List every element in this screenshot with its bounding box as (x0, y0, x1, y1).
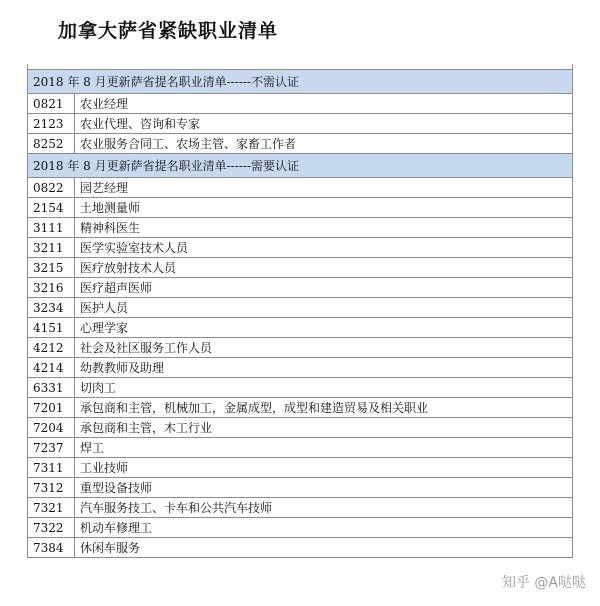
occupation-name: 承包商和主管，机械加工，金属成型，成型和建造贸易及相关职业 (75, 398, 573, 418)
table-row (28, 378, 573, 398)
occupation-code: 7311 (28, 458, 75, 478)
occupation-code: 2154 (28, 198, 75, 218)
occupation-code: 3111 (28, 218, 75, 238)
table-row (28, 398, 573, 418)
occupation-name: 重型设备技师 (75, 478, 573, 498)
occupation-name: 休闲车服务 (75, 538, 573, 558)
table-row (28, 498, 573, 518)
occupation-name: 汽车服务技工、卡车和公共汽车技师 (75, 498, 573, 518)
occupation-code: 4151 (28, 318, 75, 338)
table-row (28, 278, 573, 298)
page-title: 加拿大萨省紧缺职业清单 (58, 20, 279, 42)
occupation-table (27, 64, 573, 558)
section-header-row (28, 70, 573, 94)
occupation-code: 3234 (28, 298, 75, 318)
table-row (28, 134, 573, 154)
occupation-name: 医学实验室技术人员 (75, 238, 573, 258)
occupation-code: 2123 (28, 114, 75, 134)
occupation-name: 精神科医生 (75, 218, 573, 238)
table-row (28, 478, 573, 498)
occupation-name: 工业技师 (75, 458, 573, 478)
table-row (28, 94, 573, 114)
occupation-name: 农业经理 (75, 94, 573, 114)
occupation-name: 农业服务合同工、农场主管、家畜工作者 (75, 134, 573, 154)
watermark: 知乎 @A哒哒 (501, 575, 586, 591)
section-header-row (28, 154, 573, 178)
occupation-name: 机动车修理工 (75, 518, 573, 538)
section-heading: 2018 年 8 月更新萨省提名职业清单------不需认证 (28, 70, 573, 94)
occupation-name: 心理学家 (75, 318, 573, 338)
occupation-name: 医疗超声医师 (75, 278, 573, 298)
table-row (28, 338, 573, 358)
occupation-name: 承包商和主管，木工行业 (75, 418, 573, 438)
occupation-code: 3211 (28, 238, 75, 258)
occupation-code: 7237 (28, 438, 75, 458)
occupation-name: 幼教教师及助理 (75, 358, 573, 378)
table-row (28, 258, 573, 278)
occupation-code: 7312 (28, 478, 75, 498)
table-row (28, 538, 573, 558)
occupation-name: 医护人员 (75, 298, 573, 318)
occupation-code: 7384 (28, 538, 75, 558)
occupation-code: 7321 (28, 498, 75, 518)
occupation-code: 4214 (28, 358, 75, 378)
occupation-code: 7201 (28, 398, 75, 418)
table-row (28, 418, 573, 438)
table-row (28, 114, 573, 134)
table-row (28, 238, 573, 258)
table-row (28, 298, 573, 318)
occupation-code: 8252 (28, 134, 75, 154)
table-row (28, 218, 573, 238)
occupation-name: 农业代理、咨询和专家 (75, 114, 573, 134)
table-row (28, 438, 573, 458)
table-row (28, 318, 573, 338)
table-row (28, 518, 573, 538)
table-row (28, 198, 573, 218)
table-row (28, 178, 573, 198)
occupation-code: 0822 (28, 178, 75, 198)
occupation-name: 园艺经理 (75, 178, 573, 198)
occupation-code: 0821 (28, 94, 75, 114)
occupation-name: 切肉工 (75, 378, 573, 398)
occupation-code: 7322 (28, 518, 75, 538)
occupation-code: 6331 (28, 378, 75, 398)
table-row (28, 358, 573, 378)
occupation-name: 焊工 (75, 438, 573, 458)
occupation-name: 土地测量师 (75, 198, 573, 218)
occupation-code: 3216 (28, 278, 75, 298)
occupation-name: 医疗放射技术人员 (75, 258, 573, 278)
occupation-code: 7204 (28, 418, 75, 438)
occupation-code: 4212 (28, 338, 75, 358)
table-row (28, 458, 573, 478)
occupation-name: 社会及社区服务工作人员 (75, 338, 573, 358)
section-heading: 2018 年 8 月更新萨省提名职业清单------需要认证 (28, 154, 573, 178)
occupation-code: 3215 (28, 258, 75, 278)
